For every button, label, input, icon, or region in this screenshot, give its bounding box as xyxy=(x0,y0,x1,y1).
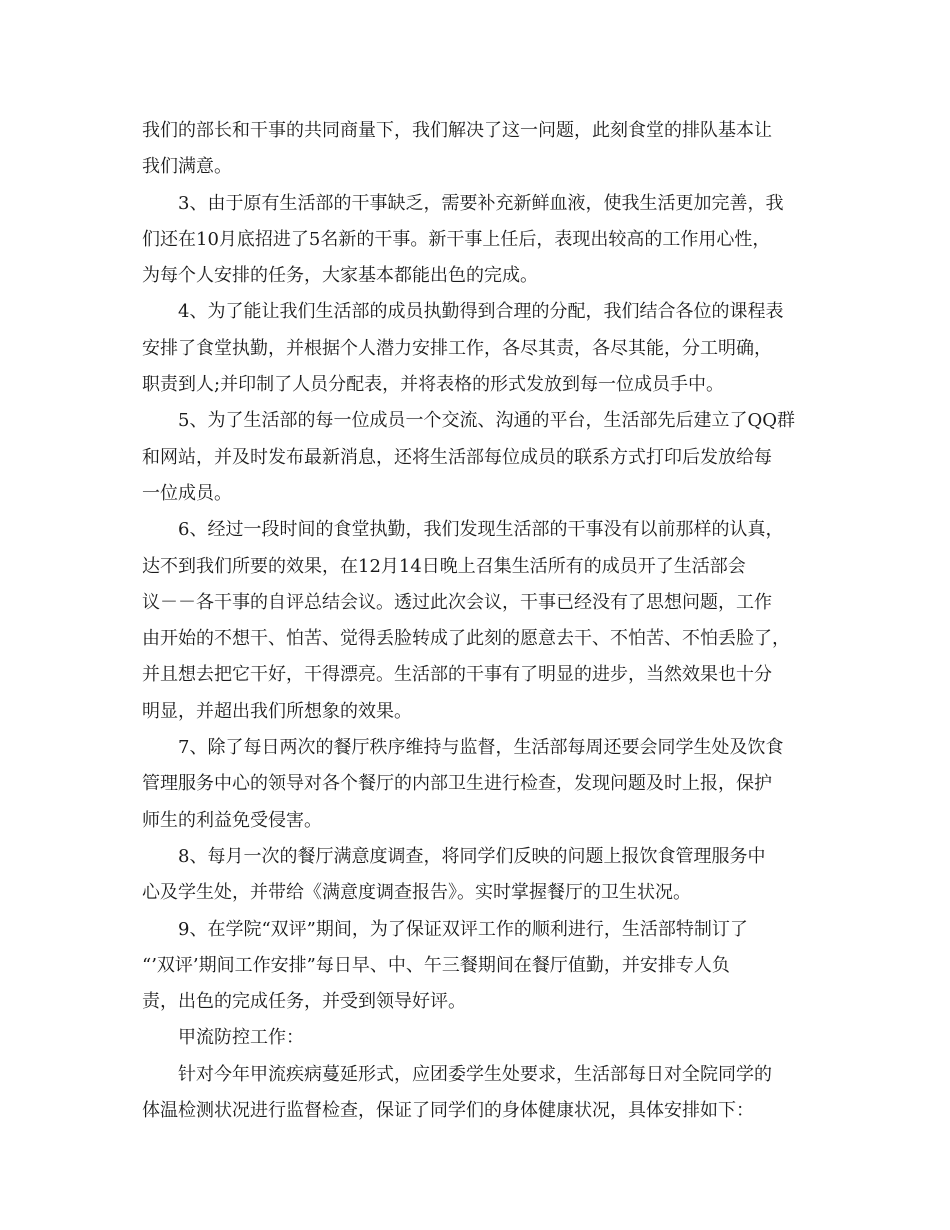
text-line: 达不到我们所要的效果，在12月14日晚上召集生活所有的成员开了生活部会 xyxy=(142,555,746,577)
text-line: 由开始的不想干、怕苦、觉得丢脸转成了此刻的愿意去干、不怕苦、不怕丢脸了， xyxy=(142,628,790,650)
text-line: 9、在学院“双评”期间，为了保证双评工作的顺利进行，生活部特制订了 xyxy=(178,918,748,940)
text-line: 为每个人安排的任务，大家基本都能出色的完成。 xyxy=(142,265,538,287)
text-line: 4、为了能让我们生活部的成员执勤得到合理的分配，我们结合各位的课程表 xyxy=(178,301,784,323)
text-line: 和网站，并及时发布最新消息，还将生活部每位成员的联系方式打印后发放给每 xyxy=(142,446,772,468)
text-line: 管理服务中心的领导对各个餐厅的内部卫生进行检查，发现问题及时上报，保护 xyxy=(142,773,772,795)
text-line: 心及学生处，并带给《满意度调查报告》。实时掌握餐厅的卫生状况。 xyxy=(142,882,691,904)
text-line: 体温检测状况进行监督检查，保证了同学们的身体健康状况，具体安排如下： xyxy=(142,1100,754,1122)
text-line: 我们满意。 xyxy=(142,156,232,178)
text-line: 6、经过一段时间的食堂执勤，我们发现生活部的干事没有以前那样的认真， xyxy=(178,519,784,541)
text-line: 3、由于原有生活部的干事缺乏，需要补充新鲜血液，使我生活更加完善，我 xyxy=(178,192,784,214)
text-line: 们还在10月底招进了5名新的干事。新干事上任后，表现出较高的工作用心性， xyxy=(142,228,771,250)
section-heading: 甲流防控工作： xyxy=(178,1027,304,1049)
document-body xyxy=(142,113,812,1129)
text-line: 师生的利益免受侵害。 xyxy=(142,809,322,831)
text-line: 安排了食堂执勤，并根据个人潜力安排工作，各尽其责，各尽其能，分工明确， xyxy=(142,337,772,359)
text-line: 明显，并超出我们所想象的效果。 xyxy=(142,700,412,722)
text-line: 针对今年甲流疾病蔓延形式，应团委学生处要求，生活部每日对全院同学的 xyxy=(178,1063,772,1085)
text-line: “’双评’期间工作安排”每日早、中、午三餐期间在餐厅值勤，并安排专人负 xyxy=(142,954,730,976)
text-line: 一位成员。 xyxy=(142,482,232,504)
text-line: 8、每月一次的餐厅满意度调查，将同学们反映的问题上报饮食管理服务中 xyxy=(178,845,766,867)
text-line: 5、为了生活部的每一位成员一个交流、沟通的平台，生活部先后建立了QQ群 xyxy=(178,410,795,432)
text-line: 7、除了每日两次的餐厅秩序维持与监督，生活部每周还要会同学生处及饮食 xyxy=(178,737,784,759)
text-line: 议－－各干事的自评总结会议。透过此次会议，干事已经没有了思想问题，工作 xyxy=(142,591,772,613)
text-line: 我们的部长和干事的共同商量下，我们解决了这一问题，此刻食堂的排队基本让 xyxy=(142,120,772,141)
text-line: 职责到人;并印制了人员分配表，并将表格的形式发放到每一位成员手中。 xyxy=(142,374,725,396)
text-line: 并且想去把它干好，干得漂亮。生活部的干事有了明显的进步，当然效果也十分 xyxy=(142,664,772,686)
text-line: 责，出色的完成任务，并受到领导好评。 xyxy=(142,991,466,1013)
